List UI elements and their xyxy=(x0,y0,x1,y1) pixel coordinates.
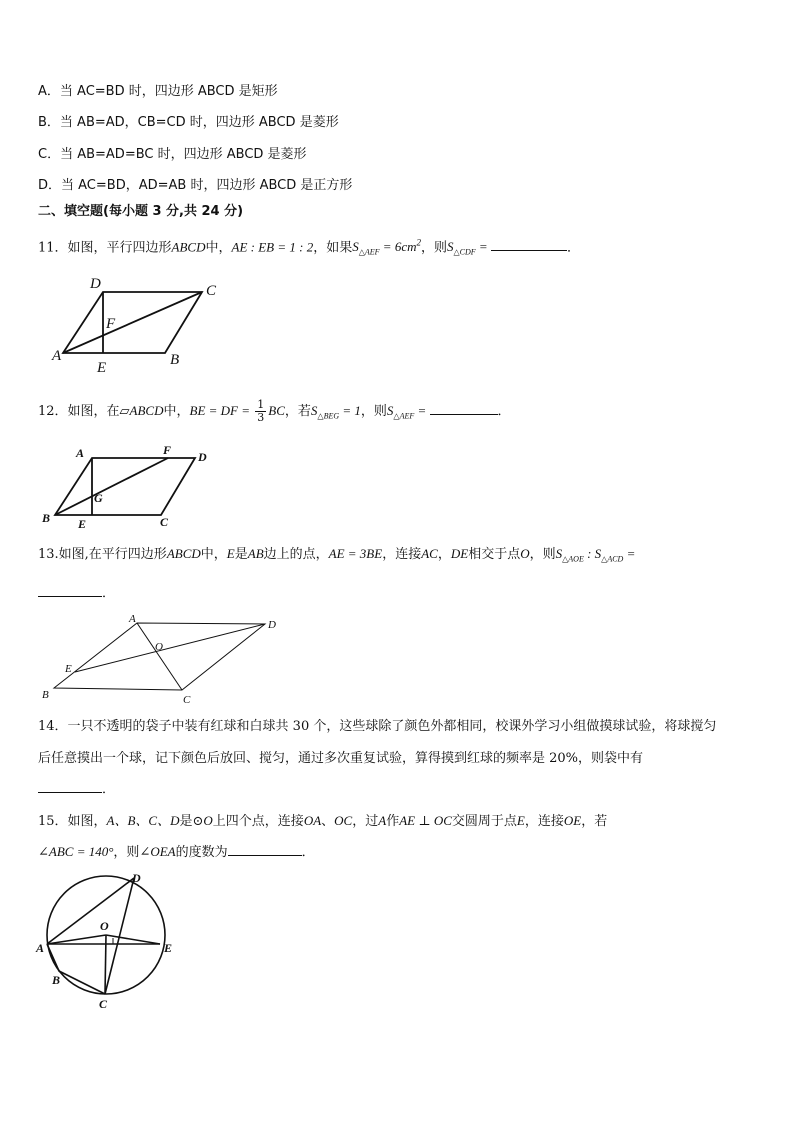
q13-equation: AE = 3BE xyxy=(328,546,383,561)
q15-angle-abc: ∠ABC = 140° xyxy=(38,844,114,859)
q13-text: 13.如图,在平行四边形 xyxy=(38,547,167,562)
q12-text: 12．如图，在 xyxy=(38,404,120,419)
q15-text-5: ，过 xyxy=(352,814,379,829)
q12-text-4: ，则 xyxy=(360,404,387,419)
q13-figure xyxy=(40,612,290,707)
q13-text-3: 是 xyxy=(234,547,248,562)
q15-circle: ⊙O xyxy=(192,813,213,828)
q13-label-d: D xyxy=(268,619,276,631)
q13-answer-blank[interactable] xyxy=(38,584,102,597)
option-b: B．当 AB=AD，CB=CD 时，四边形 ABCD 是菱形 xyxy=(38,115,339,130)
q13-text-7: 相交于点 xyxy=(468,547,521,562)
question-13 xyxy=(38,545,635,569)
q15-label-d: D xyxy=(132,871,141,885)
q15-right-angle-mark xyxy=(106,938,113,944)
question-14-line-2: 后任意摸出一个球，记下颜色后放回、搅匀，通过多次重复试验，算得摸到红球的频率是 20%，则袋中有 xyxy=(38,751,644,766)
q11-label-a: A xyxy=(52,348,62,364)
q15-oc: OC xyxy=(334,813,353,828)
q11-text: 11．如图，平行四边形 xyxy=(38,240,172,256)
q13-ac: AC xyxy=(421,546,438,561)
q11-label-c: C xyxy=(206,283,217,299)
option-c: C．当 AB=AD=BC 时，四边形 ABCD 是菱形 xyxy=(38,147,307,162)
q12-label-b: B xyxy=(42,511,51,525)
q15-e: E xyxy=(516,813,525,828)
q15-label-b: B xyxy=(52,973,61,987)
q12-fraction: $\frac{1}{3}$ xyxy=(257,398,265,424)
q15-label-o: O xyxy=(100,919,109,933)
q12-bc: BC xyxy=(268,403,285,418)
q13-e: E xyxy=(226,546,235,561)
q12-equation: BE = DF = xyxy=(189,403,254,418)
q15-chord-ad xyxy=(47,878,134,944)
q15-label-e: E xyxy=(164,941,173,955)
q12-end: ． xyxy=(497,404,511,419)
q12-parallelogram-symbol: ▱ABCD xyxy=(119,403,164,418)
section-title: 二、填空题(每小题 3 分,共 24 分) xyxy=(38,204,244,219)
q12-label-d: D xyxy=(198,450,207,464)
q11-label-e: E xyxy=(97,360,107,376)
q11-abcd: ABCD xyxy=(171,239,206,255)
q11-text-4: ，则 xyxy=(420,240,447,256)
q13-ab: AB xyxy=(247,546,264,561)
q12-label-g: G xyxy=(94,491,103,505)
q15-radius-oc xyxy=(105,935,106,994)
q15-text: 15．如图， xyxy=(38,814,107,829)
question-14-line-1: 14．一只不透明的袋子中装有红球和白球共 30 个，这些球除了颜色外都相同，校课外学习小组做摸球试验，将球搅匀 xyxy=(38,719,717,734)
q11-label-b: B xyxy=(170,352,180,368)
q15-label-c: C xyxy=(99,997,108,1011)
q15-figure xyxy=(30,868,190,1018)
q13-text-8: ，则 xyxy=(529,547,556,562)
q12-area-beg: $S_{\triangle BEG} = 1$ xyxy=(310,403,361,421)
question-14-answer-line xyxy=(38,780,115,799)
q11-ratio: AE : EB = 1 : 2 xyxy=(231,239,314,255)
q13-label-a: A xyxy=(129,613,136,625)
q11-label-d: D xyxy=(90,276,101,292)
q15-end: ． xyxy=(301,845,315,860)
q13-end: ． xyxy=(102,586,116,601)
q12-area-aef: $S_{\triangle AEF}$ = xyxy=(386,403,430,421)
q11-figure xyxy=(40,270,240,380)
q14-end: ． xyxy=(102,782,116,797)
q13-text-5: ，连接 xyxy=(382,547,422,562)
q12-answer-blank[interactable] xyxy=(430,402,498,415)
q12-figure xyxy=(40,443,230,531)
q15-oe: OE xyxy=(563,813,582,828)
q11-label-f: F xyxy=(106,316,116,332)
q15-segment-oe xyxy=(106,935,160,944)
q13-text-2: 中， xyxy=(200,547,227,562)
question-11 xyxy=(38,234,580,262)
q13-text-4: 边上的点， xyxy=(263,547,329,562)
q15-text-8: ，连接 xyxy=(524,814,564,829)
q15-points: A、B、C、D xyxy=(106,813,180,828)
option-a: A．当 AC=BD 时，四边形 ABCD 是矩形 xyxy=(38,84,278,99)
q15-text-10: ，则 xyxy=(113,845,140,860)
q15-text-2: 是 xyxy=(179,814,193,829)
q12-text-3: ，若 xyxy=(284,404,311,419)
q13-label-c: C xyxy=(183,694,191,706)
question-12 xyxy=(38,399,511,426)
q12-segment-bf xyxy=(55,458,168,515)
q15-text-6: 作 xyxy=(386,814,400,829)
q12-label-a: A xyxy=(76,446,85,460)
q13-label-o: O xyxy=(155,641,163,653)
q13-abcd: ABCD xyxy=(166,546,201,561)
q13-segment-de xyxy=(75,624,265,672)
q14-answer-blank[interactable] xyxy=(38,780,102,793)
q13-label-e: E xyxy=(65,663,72,675)
q15-perp: AE ⊥ OC xyxy=(399,813,452,828)
q15-answer-blank[interactable] xyxy=(228,843,302,856)
q13-o: O xyxy=(520,546,530,561)
question-15-line-1 xyxy=(38,812,607,831)
q15-angle-oea: ∠OEA xyxy=(139,844,176,859)
q12-label-f: F xyxy=(163,443,172,457)
q15-label-a: A xyxy=(36,941,45,955)
q13-area-ratio: $S_{\triangle AOE}$ : $S_{\triangle ACD}$ = xyxy=(555,546,636,564)
q13-label-b: B xyxy=(42,689,49,701)
q11-area-aef: $S_{\triangle AEF} = 6cm^2$ xyxy=(352,238,421,257)
q11-area-cdf: $S_{\triangle CDF}$ = xyxy=(447,239,491,257)
question-13-answer-line xyxy=(38,584,115,603)
q15-text-11: 的度数为 xyxy=(175,845,228,860)
q15-text-3: 上四个点，连接 xyxy=(212,814,304,829)
q11-answer-blank[interactable] xyxy=(491,238,567,251)
q13-de: DE xyxy=(450,546,469,561)
question-15-line-2 xyxy=(38,843,315,862)
q11-end: ． xyxy=(566,240,580,256)
option-d: D．当 AC=BD，AD=AB 时，四边形 ABCD 是正方形 xyxy=(38,178,353,193)
q11-text-3: ，如果 xyxy=(313,240,353,256)
q12-parallelogram xyxy=(55,458,195,515)
q13-diagonal-ac xyxy=(137,623,182,690)
q15-text-7: 交圆周于点 xyxy=(451,814,517,829)
q11-text-2: 中， xyxy=(205,240,232,256)
q13-text-6: ， xyxy=(437,547,451,562)
q12-label-c: C xyxy=(160,515,169,529)
q15-text-9: ，若 xyxy=(581,814,608,829)
q15-oa: OA xyxy=(303,813,322,828)
q12-text-2: 中， xyxy=(163,404,190,419)
q15-a: A xyxy=(378,813,387,828)
q15-text-4: 、 xyxy=(321,814,335,829)
q12-label-e: E xyxy=(78,517,87,531)
